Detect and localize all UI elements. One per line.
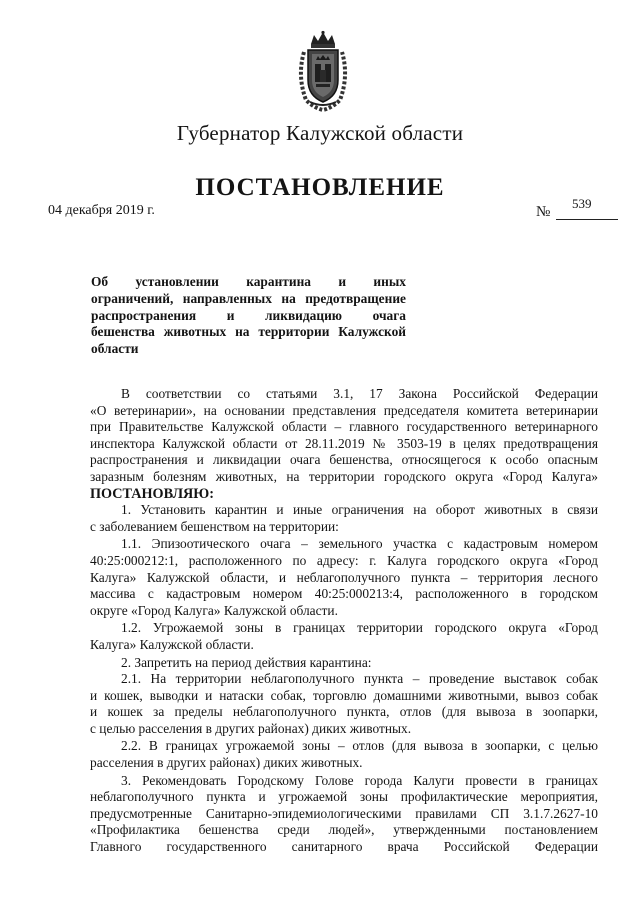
document-number-label: №: [536, 204, 551, 220]
document-body: [90, 386, 598, 856]
subject-line: бешенства животных на территории Калужской: [91, 324, 406, 340]
subject-line: Об установлении карантина и иных: [91, 274, 406, 289]
clause-1-1-line: 40:25:000212:1, расположенного по адресу: г. Калуга городского округа «Город: [90, 552, 598, 568]
clause-1-2-line: 1.2. Угрожаемой зоны в границах территории городского округа «Город: [121, 620, 598, 636]
clause-2-1-line: с целью расселения в других районах) диких животных.: [90, 720, 412, 736]
clause-1-2-line: Калуга» Калужской области.: [90, 636, 254, 652]
subject-line: области: [91, 341, 139, 357]
coat-of-arms-emblem: [294, 30, 352, 112]
document-date: 04 декабря 2019 г.: [48, 203, 155, 218]
document-subject: [91, 274, 406, 358]
document-number-value: 539: [572, 196, 592, 211]
clause-3-line: «Профилактика бешенства среди людей», утвержденными постановлением: [90, 822, 598, 838]
clause-3-line: Главного государственного санитарного врача Российской Федерации: [90, 839, 598, 855]
document-type-title: ПОСТАНОВЛЕНИЕ: [195, 174, 445, 201]
intro-line: при Правительстве Калужской области – главного государственного ветеринарного: [90, 419, 598, 435]
clause-3-line: предусмотренные Санитарно-эпидемиологическими правилами СП 3.1.7.2627-10: [90, 805, 598, 821]
organization-title: Губернатор Калужской области: [176, 121, 464, 145]
document-number-underline: [556, 219, 618, 220]
clause-3-line: 3. Рекомендовать Городскому Голове города Калуги провести в границах: [121, 772, 598, 788]
clause-3-line: неблагополучного пункта и угрожаемой зоны профилактические мероприятия,: [90, 789, 598, 805]
clause-1-1-line: Калуга» Калужской области, и неблагополучного пункта – территория лесного: [90, 569, 598, 585]
clause-2-1-line: и кошек за пределы неблагополучного пункта, отлов (для вывоза в зоопарки,: [90, 704, 598, 720]
clause-1-1-line: 1.1. Эпизоотического очага – земельного участка с кадастровым номером: [121, 536, 598, 552]
intro-line: В соответствии со статьями 3.1, 17 Закона Российской Федерации: [121, 386, 598, 401]
subject-line: ограничений, направленных на предотвращение: [91, 290, 406, 306]
intro-line: заразным болезням животных, на территории городского округа «Город Калуга»: [90, 468, 598, 484]
intro-line: «О ветеринарии», на основании представления председателя комитета ветеринарии: [90, 402, 598, 418]
clause-2-2-line: 2.2. В границах угрожаемой зоны – отлов (для вывоза в зоопарки, с целью: [121, 738, 598, 754]
clause-1-line: 1. Установить карантин и иные ограничения на оборот животных в связи: [121, 502, 598, 518]
decree-word: ПОСТАНОВЛЯЮ:: [90, 485, 215, 502]
clause-1-line: с заболеванием бешенством на территории:: [90, 518, 339, 534]
intro-line: инспектора Калужской области от 28.11.2019 № 3503-19 в целях предотвращения: [90, 435, 598, 451]
subject-line: распространения и ликвидацию очага: [91, 307, 406, 323]
clause-2-line: 2. Запретить на период действия карантина:: [121, 654, 372, 670]
clause-2-1-line: 2.1. На территории неблагополучного пункта – проведение выставок собак: [121, 671, 598, 687]
intro-line: распространения и ликвидации очага бешенства, относящегося к особо опасным: [90, 452, 598, 468]
clause-1-1-line: массива с кадастровым номером 40:25:000213:4, расположенного в городском: [90, 586, 598, 602]
clause-1-1-line: округе «Город Калуга» Калужской области.: [90, 602, 338, 618]
clause-2-2-line: расселения в других районах) диких животных.: [90, 755, 363, 771]
clause-2-1-line: и кошек, выводки и натаски собак, торговлю домашними животными, вывоз собак: [90, 687, 598, 703]
